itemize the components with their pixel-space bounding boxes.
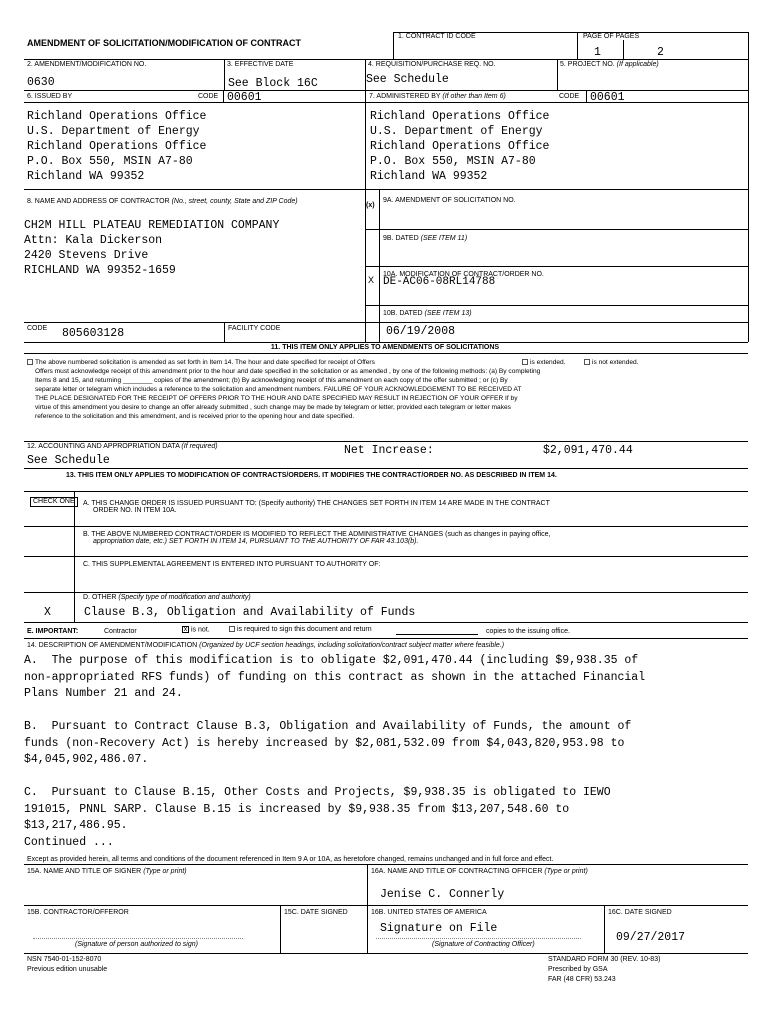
address-line: P.O. Box 550, MSIN A7-80 (27, 155, 193, 168)
form-title: AMENDMENT OF SOLICITATION/MODIFICATION OF CONTRACT (27, 38, 301, 48)
admin-code-value: 00601 (590, 91, 625, 104)
description-line: 191015, PNNL SARP. Clause B.15 is increased by $9,938.35 from $13,207,548.60 to (24, 802, 570, 816)
is-required-label: is required to sign this document and return (237, 626, 372, 633)
contractor-line: Attn: Kala Dickerson (24, 234, 163, 247)
page-number: 1 (594, 46, 601, 59)
address-line: Richland WA 99352 (27, 170, 145, 183)
10b-value: 06/19/2008 (386, 325, 456, 338)
is-not-label: is not. (191, 626, 210, 634)
item13-header: 13. THIS ITEM ONLY APPLIES TO MODIFICATION OF CONTRACTS/ORDERS. IT MODIFIES THE CONTRACT/ORDER NO. AS DESCRIBED IN ITEM 14. (66, 472, 557, 479)
issued-code-label: CODE (198, 93, 219, 100)
net-increase-value: $2,091,470.44 (543, 444, 633, 457)
16a-label: 16A. NAME AND TITLE OF CONTRACTING OFFICER (Type or print) (371, 868, 588, 875)
extended-option[interactable] (522, 358, 566, 367)
is-not-checkbox[interactable]: x (183, 626, 188, 633)
administered-by-address (370, 109, 549, 184)
description-line: A. The purpose of this modification is to obligate $2,091,470.44 (including $9,938.35 of (24, 654, 639, 667)
address-line: U.S. Department of Energy (370, 125, 543, 138)
address-line: Richland Operations Office (27, 110, 207, 123)
issued-code-value: 00601 (227, 91, 262, 104)
description-line: C. Pursuant to Clause B.15, Other Costs and Projects, $9,938.35 is obligated to IEWO (24, 786, 611, 799)
nsn-number: NSN 7540-01-152-8070 (27, 956, 102, 963)
item11-text: Offers must acknowledge receipt of this amendment prior to the hour and date specified in the solicitation or as amended , by one of the following methods: (a) By completing (35, 368, 541, 375)
copies-label: copies to the issuing office. (486, 628, 570, 635)
description-line (24, 769, 645, 786)
9b-label: 9B. DATED (SEE ITEM 11) (383, 235, 468, 242)
effective-date-label: 3. EFFECTIVE DATE (227, 61, 294, 68)
item13d-check-mark: X (44, 606, 51, 619)
15b-caption: (Signature of person authorized to sign) (75, 941, 198, 948)
copies-blank (396, 634, 478, 635)
description-line: funds (non-Recovery Act) is hereby increased by $2,081,532.09 from $4,043,820,953.98 to (24, 736, 625, 750)
description-line: B. Pursuant to Contract Clause B.3, Obligation and Availability of Funds, the amount of (24, 720, 632, 733)
9a-label: 9A. AMENDMENT OF SOLICITATION NO. (383, 197, 516, 204)
item13d-line: D. OTHER (Specify type of modification and authority) (83, 594, 251, 601)
project-no-label: 5. PROJECT NO. (If applicable) (560, 61, 659, 68)
item11-header: 11. THIS ITEM ONLY APPLIES TO AMENDMENTS OF SOLICITATIONS (270, 344, 500, 351)
address-line: Richland Operations Office (370, 110, 550, 123)
contract-id-label: 1. CONTRACT ID CODE (398, 33, 476, 40)
16b-label: 16B. UNITED STATES OF AMERICA (371, 909, 487, 916)
not-extended-label: is not extended. (592, 359, 639, 366)
item13d-value: Clause B.3, Obligation and Availability of Funds (84, 606, 416, 619)
page-label: PAGE OF PAGES (583, 33, 640, 40)
except-statement: Except as provided herein, all terms and conditions of the document referenced in Item 9 A or 10A, as heretofore changed, remains unchanged and in full force and effect. (27, 856, 554, 863)
description-line: Continued ... (24, 835, 114, 849)
standard-form: STANDARD FORM 30 (REV. 10-83) (548, 956, 661, 963)
description-line: Plans Number 21 and 24. (24, 687, 183, 700)
requisition-value: See Schedule (366, 73, 449, 86)
contractor-line: RICHLAND WA 99352-1659 (24, 264, 176, 277)
is-required-checkbox[interactable] (229, 626, 235, 632)
description-line: $4,045,902,486.07. (24, 753, 149, 766)
item13b-line2: appropriation date, etc.) SET FORTH IN ITEM 14, PURSUANT TO THE AUTHORITY OF FAR 43.103(b). (93, 538, 419, 545)
admin-code-box (586, 90, 749, 103)
solicitation-checkbox[interactable] (27, 359, 33, 365)
address-line: U.S. Department of Energy (27, 125, 200, 138)
effective-date-value: See Block 16C (228, 77, 318, 90)
10a-value: DE-AC06-08RL14788 (383, 276, 496, 288)
contractor-code-value: 805603128 (62, 327, 125, 340)
administered-by-label: 7. ADMINISTERED BY (If other than Item 6) (369, 93, 506, 100)
net-increase-label: Net Increase: (344, 444, 434, 457)
item12-label: 12. ACCOUNTING AND APPROPRIATION DATA (If required) (27, 443, 218, 450)
item11-text: THE PLACE DESIGNATED FOR THE RECEIPT OF OFFERS PRIOR TO THE HOUR AND DATE SPECIFIED MAY RESULT IN REJECTION OF YOUR OFFER If by (35, 395, 518, 402)
x-column-header: (x) (366, 202, 375, 209)
item11-first-line: The above numbered solicitation is amended as set forth in Item 14. The hour and date specified for receipt of Offers (35, 359, 375, 366)
16a-value: Jenise C. Connerly (380, 888, 505, 901)
item12-value: See Schedule (27, 454, 110, 467)
previous-edition: Previous edition unusable (27, 966, 108, 973)
16c-label: 16C. DATE SIGNED (608, 909, 672, 916)
10a-label: 10A. MODIFICATION OF CONTRACT/ORDER NO. (383, 271, 544, 278)
item13a-line2: ORDER NO. IN ITEM 10A. (93, 507, 177, 514)
page-total: 2 (657, 46, 664, 59)
16c-value: 09/27/2017 (616, 931, 686, 944)
16b-caption: (Signature of Contracting Officer) (432, 941, 535, 948)
admin-code-label: CODE (559, 93, 580, 100)
not-extended-checkbox[interactable] (584, 359, 590, 365)
address-line: Richland Operations Office (370, 140, 550, 153)
item13a-line1: A. THIS CHANGE ORDER IS ISSUED PURSUANT TO: (Specify authority) THE CHANGES SET FORTH IN ITEM 14 ARE MADE IN THE CONTRACT (83, 500, 550, 507)
not-extended-option[interactable] (584, 358, 639, 367)
10b-label: 10B. DATED (SEE ITEM 13) (383, 310, 472, 317)
important-label: E. IMPORTANT: (27, 628, 79, 635)
16b-value: Signature on File (380, 922, 498, 935)
extended-label: is extended. (530, 359, 566, 366)
description-line: non-appropriated RFS funds) of funding on this contract as shown in the attached Financial (24, 670, 646, 684)
15a-label: 15A. NAME AND TITLE OF SIGNER (Type or print) (27, 868, 187, 875)
far-reference: FAR (48 CFR) 53.243 (548, 976, 616, 983)
address-line: Richland WA 99352 (370, 170, 488, 183)
contractor-line: 2420 Stevens Drive (24, 249, 149, 262)
amendment-no-value: 0630 (27, 76, 55, 89)
item11-text: reference to the solicitation and this amendment, and is received prior to the opening hour and date specified. (35, 413, 355, 420)
facility-code-label: FACILITY CODE (228, 325, 281, 332)
item11-text: separate letter or telegram which includes a reference to the solicitation and amendment numbers. FAILURE OF YOUR ACKNOWLEDGEMENT TO BE RECEIVED AT (35, 386, 522, 393)
item14-label: 14. DESCRIPTION OF AMENDMENT/MODIFICATION (Organized by UCF section headings, including solicitation/contract subject matter where feasible.) (27, 642, 505, 649)
contractor-line: CH2M HILL PLATEAU REMEDIATION COMPANY (24, 219, 280, 232)
15c-label: 15C. DATE SIGNED (284, 909, 348, 916)
issued-code-box (223, 90, 366, 103)
is-not-option[interactable] (182, 626, 210, 634)
item13b-line1: B. THE ABOVE NUMBERED CONTRACT/ORDER IS MODIFIED TO REFLECT THE ADMINISTRATIVE CHANGES (such as changes in paying office, (83, 531, 551, 538)
extended-checkbox[interactable] (522, 359, 528, 365)
item11-text: virtue of this amendment you desire to change an offer already submitted , such change may be made by telegram or letter, provided each telegram or letter makes (35, 404, 511, 411)
10a-check-mark: X (368, 275, 375, 285)
contractor-code-label: CODE (27, 325, 48, 332)
item13c-line: C. THIS SUPPLEMENTAL AGREEMENT IS ENTERED INTO PURSUANT TO AUTHORITY OF: (83, 561, 381, 568)
item11-line1 (27, 358, 747, 367)
contractor-label: 8. NAME AND ADDRESS OF CONTRACTOR (No., street, county, State and ZIP Code) (27, 198, 298, 205)
address-line: P.O. Box 550, MSIN A7-80 (370, 155, 536, 168)
issued-by-label: 6. ISSUED BY (27, 93, 73, 100)
description-line (24, 703, 645, 720)
contractor-address (24, 218, 279, 278)
amendment-no-label: 2. AMENDMENT/MODIFICATION NO. (27, 61, 147, 68)
description-line: $13,217,486.95. (24, 819, 128, 832)
item11-text: Items 8 and 15, and returning ________ copies of the amendment; (b) By acknowledging receipt of this amendment on each copy of the offer submitted ; or (c) By (35, 377, 508, 384)
is-required-option[interactable] (229, 626, 372, 634)
requisition-label: 4. REQUISITION/PURCHASE REQ. NO. (368, 61, 496, 68)
important-contractor: Contractor (104, 628, 137, 635)
issued-by-address (27, 109, 206, 184)
item14-description (24, 653, 645, 851)
item11-body (27, 358, 747, 421)
address-line: Richland Operations Office (27, 140, 207, 153)
prescribed-by: Prescribed by GSA (548, 966, 608, 973)
15b-label: 15B. CONTRACTOR/OFFEROR (27, 909, 129, 916)
check-one-label: CHECK ONE (30, 497, 78, 507)
